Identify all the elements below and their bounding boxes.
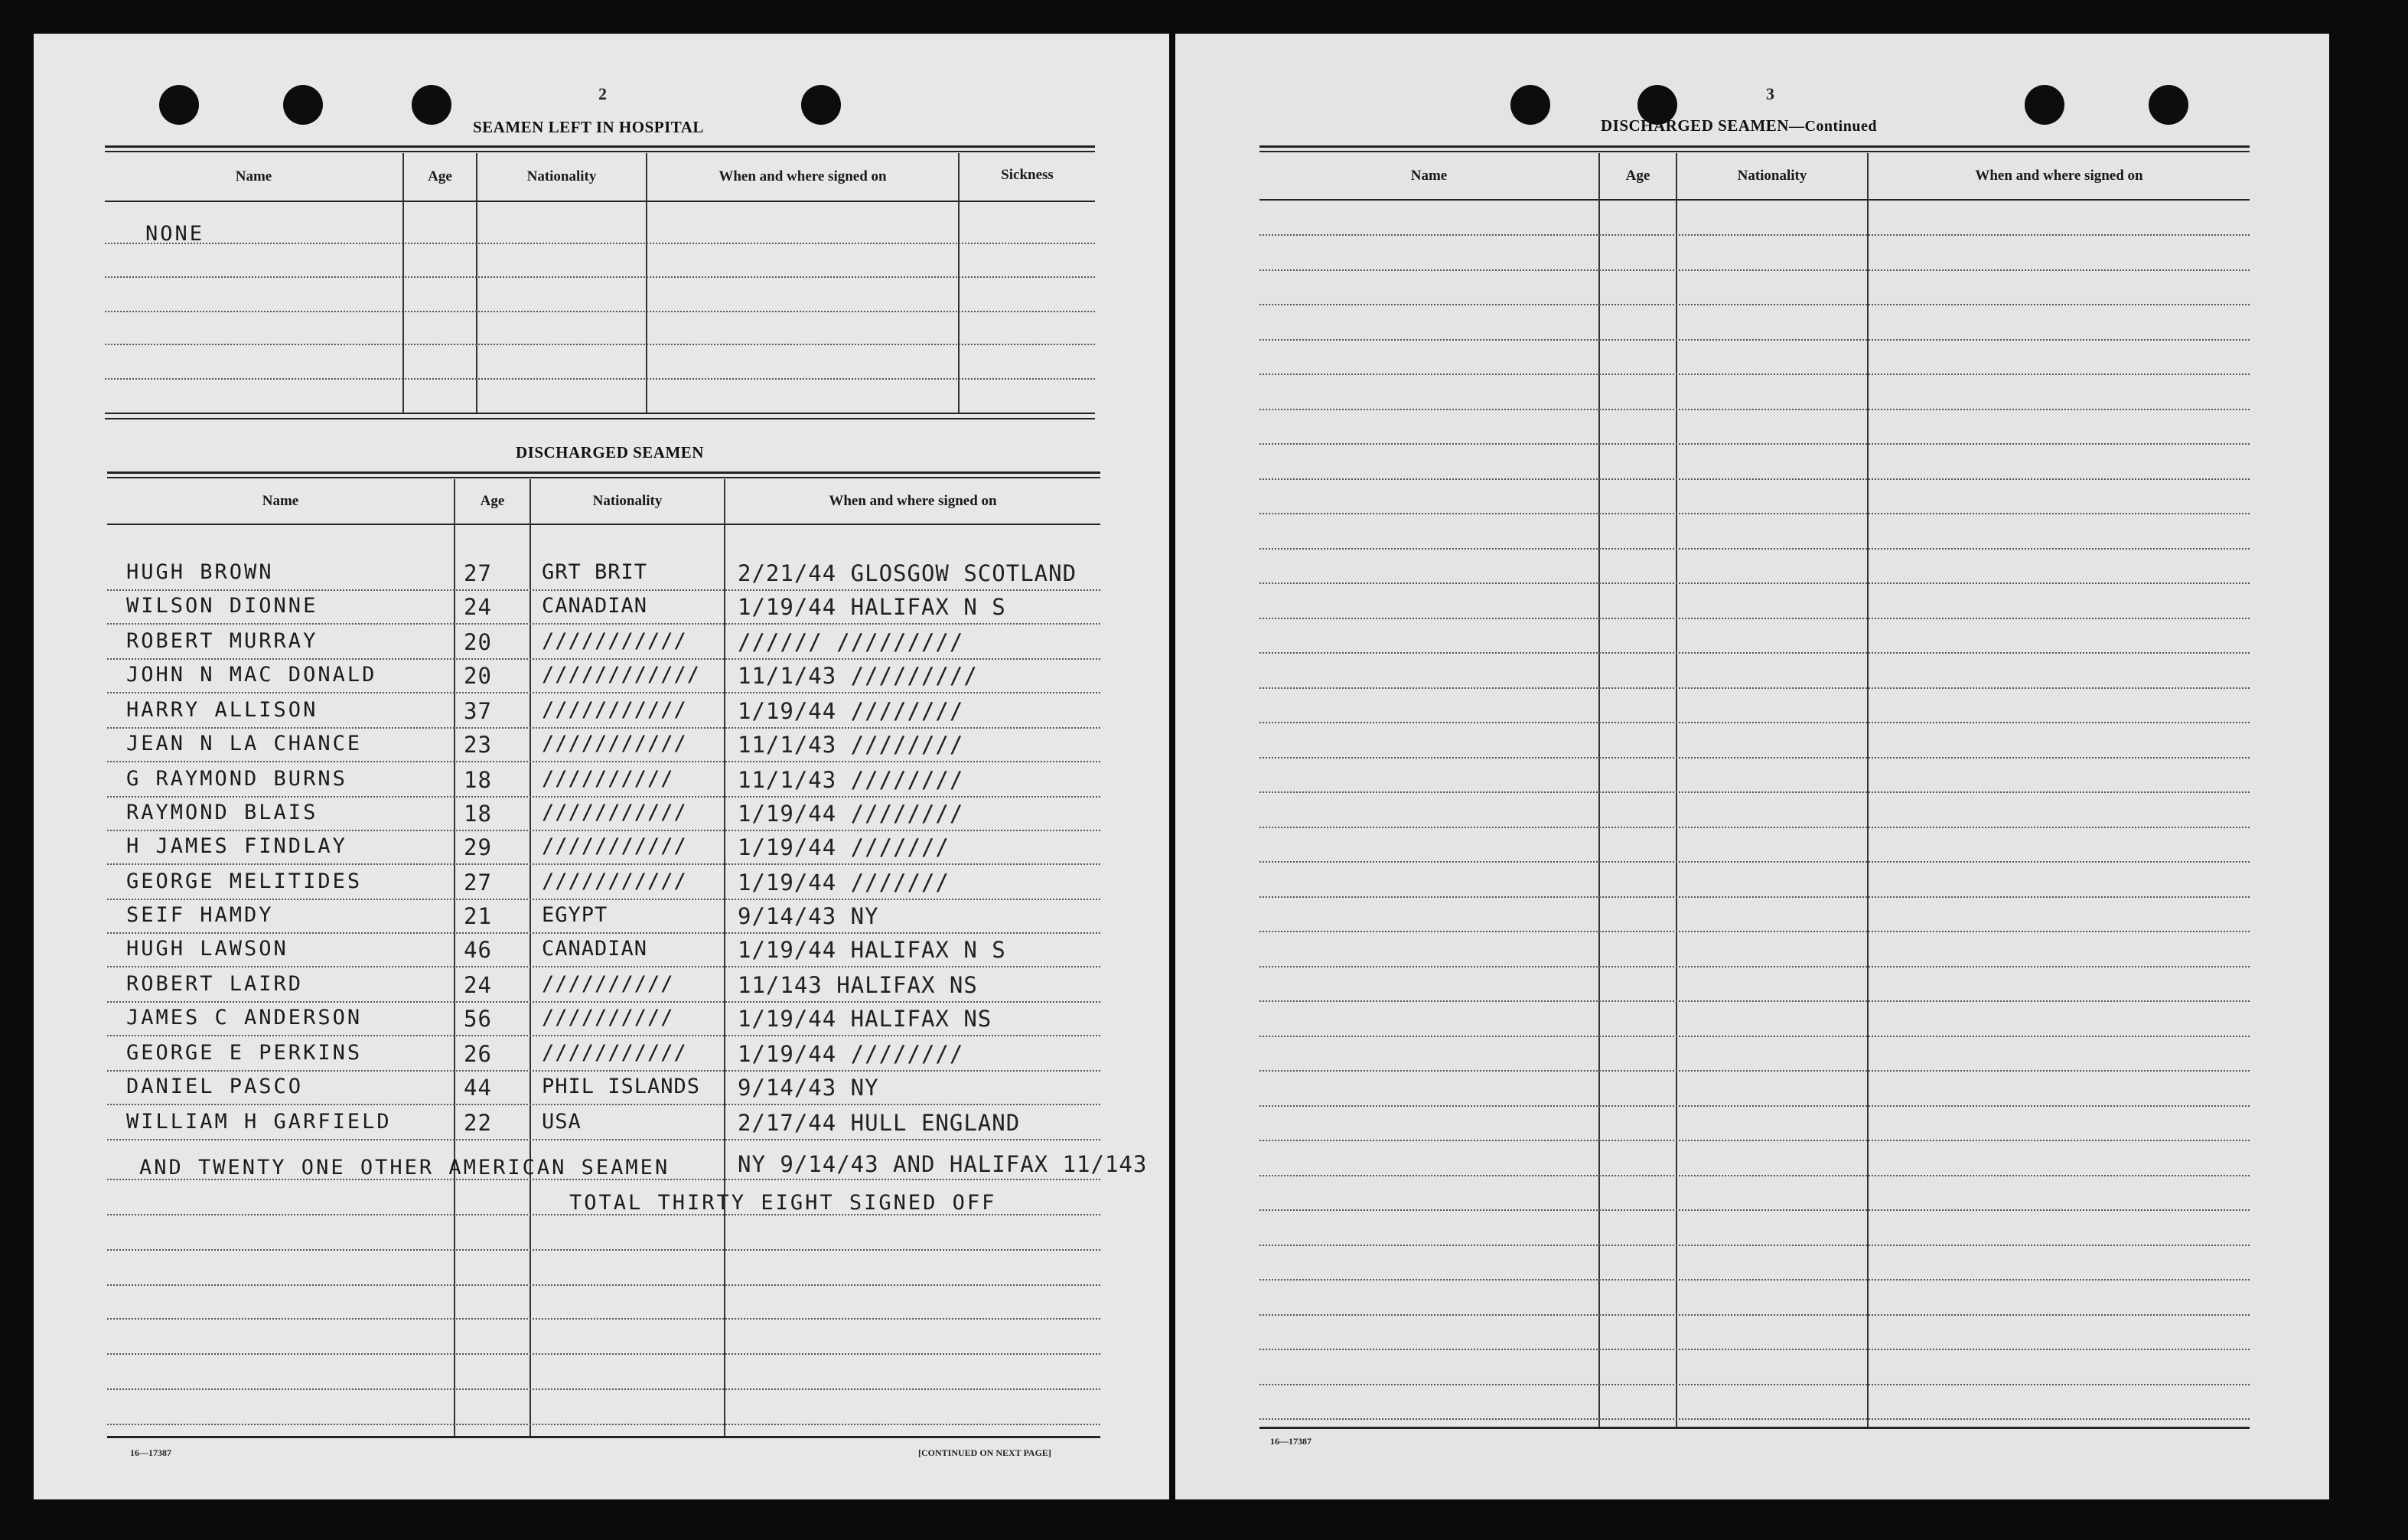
punch-hole <box>801 85 841 125</box>
crew-age: 56 <box>464 1006 492 1032</box>
row-line <box>1259 618 2250 619</box>
row-line <box>1259 687 2250 689</box>
left-page <box>34 34 1169 1499</box>
column-header-nationality: Nationality <box>592 493 663 509</box>
crew-age: 18 <box>464 767 492 793</box>
column-divider <box>1867 153 1869 1428</box>
crew-signed-on: 1/19/44 HALIFAX N S <box>738 594 1006 620</box>
crew-nationality: CANADIAN <box>542 937 648 961</box>
extra-line: AND TWENTY ONE OTHER AMERICAN SEAMEN <box>139 1156 670 1179</box>
page-title-suffix: —Continued <box>1788 118 1877 135</box>
crew-signed-on: 1/19/44 //////// <box>738 698 964 724</box>
page-number: 3 <box>1766 84 1774 103</box>
row-line <box>107 589 1100 591</box>
row-line <box>1259 582 2250 584</box>
row-line <box>107 1424 1100 1425</box>
table-top-rule <box>1259 145 2250 148</box>
row-line <box>107 899 1100 900</box>
crew-signed-on: 9/14/43 NY <box>738 1075 879 1101</box>
row-line <box>107 796 1100 798</box>
extra-signed-on: NY 9/14/43 AND HALIFAX 11/143 <box>738 1151 1148 1177</box>
row-line <box>1259 1349 2250 1350</box>
row-line <box>1259 791 2250 793</box>
crew-signed-on: 1/19/44 //////// <box>738 1041 964 1067</box>
hospital-entry: NONE <box>145 222 205 246</box>
column-header-sickness: Sickness <box>1001 167 1054 183</box>
crew-age: 20 <box>464 663 492 689</box>
column-divider <box>646 153 647 414</box>
row-line <box>107 658 1100 660</box>
column-header-age: Age <box>1625 168 1650 184</box>
row-line <box>1259 513 2250 514</box>
row-line <box>107 727 1100 729</box>
table-bottom-rule <box>1259 1427 2250 1429</box>
row-line <box>107 1035 1100 1036</box>
crew-signed-on: 1/19/44 /////// <box>738 834 950 860</box>
crew-signed-on: 1/19/44 //////// <box>738 801 964 827</box>
row-line <box>1259 757 2250 759</box>
column-header-name: Name <box>235 168 272 184</box>
column-header-signed-on: When and where signed on <box>718 168 887 184</box>
hospital-section-title: SEAMEN LEFT IN HOSPITAL <box>473 118 704 136</box>
row-line <box>1259 304 2250 305</box>
row-line <box>1259 652 2250 654</box>
column-header-signed-on: When and where signed on <box>829 493 997 509</box>
discharged-section-title: DISCHARGED SEAMEN <box>516 443 704 462</box>
row-line <box>1259 1070 2250 1072</box>
crew-age: 27 <box>464 870 492 896</box>
page-title <box>1601 116 1877 135</box>
column-divider <box>958 153 960 414</box>
row-line <box>107 1104 1100 1105</box>
row-line <box>105 243 1095 244</box>
crew-age: 27 <box>464 560 492 586</box>
crew-age: 20 <box>464 629 492 655</box>
row-line <box>1259 1279 2250 1281</box>
row-line <box>1259 1209 2250 1211</box>
crew-nationality: ////////// <box>542 1006 674 1029</box>
table-top-rule <box>105 151 1095 152</box>
crew-name: JAMES C ANDERSON <box>126 1006 363 1029</box>
column-header-nationality: Nationality <box>526 168 597 184</box>
crew-age: 22 <box>464 1110 492 1136</box>
crew-nationality: /////////// <box>542 629 687 653</box>
row-line <box>107 1388 1100 1390</box>
crew-name: JOHN N MAC DONALD <box>126 663 377 687</box>
crew-nationality: GRT BRIT <box>542 560 648 584</box>
crew-name: WILLIAM H GARFIELD <box>126 1110 392 1134</box>
crew-age: 23 <box>464 732 492 758</box>
column-divider <box>402 153 404 414</box>
row-line <box>107 1284 1100 1286</box>
crew-signed-on: 1/19/44 /////// <box>738 870 950 896</box>
crew-name: GEORGE MELITIDES <box>126 870 363 893</box>
crew-name: ROBERT LAIRD <box>126 972 304 996</box>
table-bottom-rule <box>105 418 1095 419</box>
row-line <box>1259 896 2250 898</box>
row-line <box>107 1001 1100 1003</box>
header-bottom-rule <box>107 524 1100 525</box>
row-line <box>1259 1175 2250 1176</box>
form-number: 16—17387 <box>130 1447 171 1458</box>
crew-name: G RAYMOND BURNS <box>126 767 347 791</box>
column-header-age: Age <box>428 168 452 184</box>
crew-age: 24 <box>464 594 492 620</box>
crew-signed-on: 2/21/44 GLOSGOW SCOTLAND <box>738 560 1077 586</box>
row-line <box>1259 966 2250 967</box>
row-line <box>1259 1140 2250 1141</box>
crew-nationality: /////////// <box>542 834 687 858</box>
column-header-age: Age <box>480 493 505 509</box>
row-line <box>105 276 1095 278</box>
crew-age: 26 <box>464 1041 492 1067</box>
column-header-signed-on: When and where signed on <box>1975 168 2143 184</box>
row-line <box>107 863 1100 865</box>
crew-name: H JAMES FINDLAY <box>126 834 347 858</box>
crew-name: DANIEL PASCO <box>126 1075 304 1098</box>
crew-nationality: /////////// <box>542 698 687 722</box>
crew-age: 44 <box>464 1075 492 1101</box>
table-top-rule <box>1259 151 2250 152</box>
punch-hole <box>283 85 323 125</box>
row-line <box>1259 339 2250 341</box>
crew-name: HUGH BROWN <box>126 560 274 584</box>
row-line <box>1259 443 2250 445</box>
row-line <box>1259 478 2250 480</box>
row-line <box>107 966 1100 967</box>
crew-name: HUGH LAWSON <box>126 937 288 961</box>
right-page <box>1175 34 2329 1499</box>
row-line <box>107 1249 1100 1251</box>
row-line <box>1259 1105 2250 1107</box>
punch-hole <box>1510 85 1550 125</box>
crew-nationality: /////////// <box>542 801 687 824</box>
continued-note: [CONTINUED ON NEXT PAGE] <box>918 1447 1051 1458</box>
crew-age: 21 <box>464 903 492 929</box>
row-line <box>1259 374 2250 375</box>
row-line <box>1259 269 2250 271</box>
table-top-rule <box>107 471 1100 474</box>
row-line <box>107 623 1100 625</box>
punch-hole <box>412 85 451 125</box>
row-line <box>107 932 1100 934</box>
crew-age: 24 <box>464 972 492 998</box>
row-line <box>1259 861 2250 863</box>
crew-nationality: //////////// <box>542 663 701 687</box>
column-divider <box>1598 153 1600 1428</box>
table-bottom-rule <box>107 1436 1100 1438</box>
crew-signed-on: 1/19/44 HALIFAX N S <box>738 937 1006 963</box>
row-line <box>1259 931 2250 932</box>
crew-signed-on: 9/14/43 NY <box>738 903 879 929</box>
crew-nationality: USA <box>542 1110 582 1134</box>
total-line: TOTAL THIRTY EIGHT SIGNED OFF <box>569 1191 997 1215</box>
row-line <box>1259 548 2250 550</box>
crew-name: JEAN N LA CHANCE <box>126 732 363 755</box>
row-line <box>107 1353 1100 1355</box>
crew-name: ROBERT MURRAY <box>126 629 318 653</box>
crew-signed-on: 11/143 HALIFAX NS <box>738 972 978 998</box>
page-title-text: DISCHARGED SEAMEN <box>1601 116 1789 135</box>
row-line <box>1259 1314 2250 1316</box>
row-line <box>107 1139 1100 1140</box>
row-line <box>1259 1036 2250 1037</box>
crew-signed-on: ////// ///////// <box>738 629 964 655</box>
crew-nationality: CANADIAN <box>542 594 648 618</box>
punch-hole <box>159 85 199 125</box>
row-line <box>1259 1000 2250 1002</box>
column-header-name: Name <box>262 493 299 509</box>
crew-name: HARRY ALLISON <box>126 698 318 722</box>
page-number: 2 <box>598 84 607 103</box>
crew-name: WILSON DIONNE <box>126 594 318 618</box>
crew-signed-on: 11/1/43 //////// <box>738 767 964 793</box>
row-line <box>1259 722 2250 723</box>
row-line <box>107 1070 1100 1072</box>
column-divider <box>1676 153 1677 1428</box>
header-bottom-rule <box>105 201 1095 202</box>
crew-age: 37 <box>464 698 492 724</box>
punch-hole <box>2025 85 2064 125</box>
crew-signed-on: 1/19/44 HALIFAX NS <box>738 1006 992 1032</box>
header-bottom-rule <box>1259 199 2250 201</box>
crew-signed-on: 11/1/43 //////// <box>738 732 964 758</box>
crew-nationality: /////////// <box>542 1041 687 1065</box>
table-top-rule <box>105 145 1095 148</box>
row-line <box>105 311 1095 312</box>
crew-name: SEIF HAMDY <box>126 903 274 927</box>
crew-signed-on: 2/17/44 HULL ENGLAND <box>738 1110 1021 1136</box>
punch-hole <box>2149 85 2188 125</box>
row-line <box>1259 827 2250 828</box>
form-number: 16—17387 <box>1270 1436 1312 1447</box>
crew-age: 46 <box>464 937 492 963</box>
row-line <box>1259 234 2250 236</box>
table-top-rule <box>107 477 1100 478</box>
crew-signed-on: 11/1/43 ///////// <box>738 663 978 689</box>
column-header-name: Name <box>1410 168 1448 184</box>
row-line <box>105 378 1095 380</box>
crew-nationality: /////////// <box>542 732 687 755</box>
row-line <box>1259 409 2250 410</box>
crew-name: GEORGE E PERKINS <box>126 1041 363 1065</box>
row-line <box>107 830 1100 831</box>
column-header-nationality: Nationality <box>1737 168 1807 184</box>
crew-nationality: EGYPT <box>542 903 608 927</box>
row-line <box>105 344 1095 345</box>
row-line <box>1259 1245 2250 1246</box>
crew-age: 18 <box>464 801 492 827</box>
crew-nationality: PHIL ISLANDS <box>542 1075 701 1098</box>
row-line <box>107 692 1100 693</box>
column-divider <box>476 153 477 414</box>
crew-nationality: ////////// <box>542 767 674 791</box>
crew-nationality: /////////// <box>542 870 687 893</box>
crew-name: RAYMOND BLAIS <box>126 801 318 824</box>
row-line <box>107 1318 1100 1320</box>
crew-age: 29 <box>464 834 492 860</box>
row-line <box>1259 1418 2250 1420</box>
row-line <box>107 761 1100 762</box>
table-bottom-rule <box>105 413 1095 414</box>
crew-nationality: ////////// <box>542 972 674 996</box>
row-line <box>1259 1384 2250 1385</box>
